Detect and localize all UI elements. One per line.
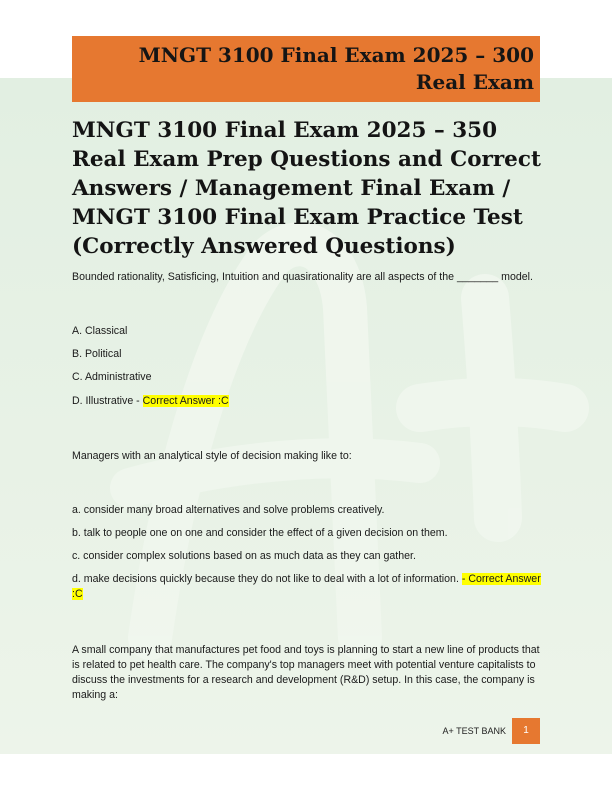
header-title: MNGT 3100 Final Exam 2025 – 300 Real Exam (138, 43, 534, 94)
question-list (72, 270, 542, 712)
page-footer (0, 718, 612, 744)
option-text: D. Illustrative (72, 394, 134, 407)
option-item: b. talk to people one on one and consider the effect of a given decision on them. (72, 526, 448, 539)
question-block (72, 449, 542, 603)
question-text: Bounded rationality, Satisficing, Intuition and quasirationality are all aspects of the _______ model. (72, 271, 533, 283)
question-block (72, 270, 542, 409)
correct-answer-highlight: Correct Answer :C (142, 394, 229, 407)
footer-label: A+ TEST BANK (442, 726, 506, 736)
option-item: c. consider complex solutions based on as much data as they can gather. (72, 550, 416, 563)
option-item: C. Administrative (72, 371, 152, 384)
option-item: A. Classical (72, 325, 128, 337)
option-item-last (72, 394, 542, 409)
question-block (72, 643, 542, 703)
option-item: B. Political (72, 348, 122, 361)
page-number: 1 (512, 718, 540, 744)
header-banner (72, 36, 540, 102)
question-text: A small company that manufactures pet food and toys is planning to start a new line of products that is related to pet health care. The company's top managers meet with potential venture capitalists to discuss the investments for a research and development (R&D) setup. In this case, the company is making a: (72, 643, 540, 701)
question-text: Managers with an analytical style of decision making like to: (72, 449, 352, 462)
option-text: d. make decisions quickly because they do not like to deal with a lot of information. (72, 573, 459, 586)
option-item: a. consider many broad alternatives and solve problems creatively. (72, 503, 385, 516)
answer-separator: - (133, 394, 143, 407)
option-item-last (72, 572, 542, 602)
correct-answer-highlight: - Correct Answer :C (72, 573, 541, 601)
document-title: MNGT 3100 Final Exam 2025 – 350 Real Exam Prep Questions and Correct Answers / Management Final Exam / MNGT 3100 Final Exam Practice Test (Correctly Answered Questions) (72, 118, 541, 259)
